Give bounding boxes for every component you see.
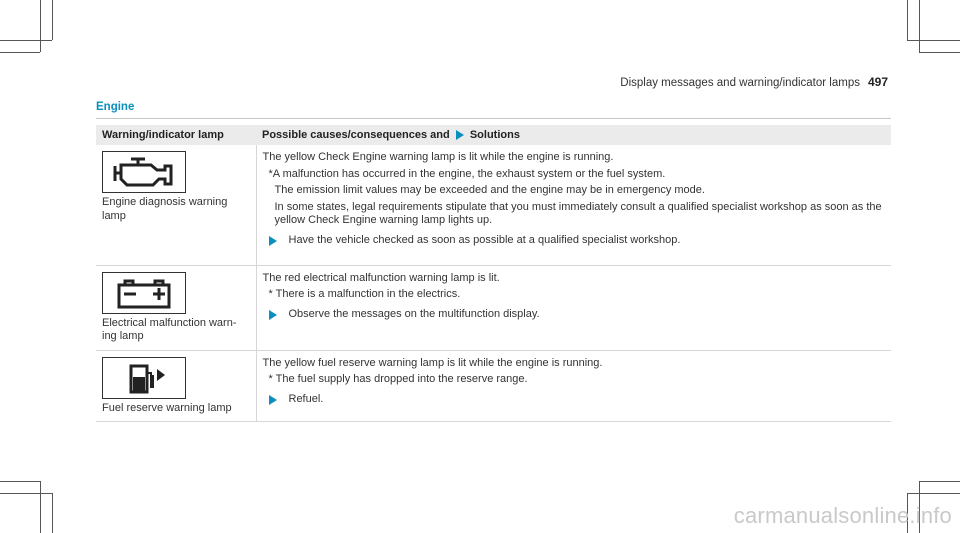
cause-text: In some states, legal requirements stipulate that you must immediately consult a qualified specialist workshop as soon as the yellow Check Engine warning lamp lights up. xyxy=(274,200,882,226)
lamp-icon-box xyxy=(102,272,186,314)
battery-icon xyxy=(111,276,177,310)
action-arrow-icon xyxy=(269,395,277,405)
solution-step xyxy=(263,393,886,407)
cause-text: * There is a malfunction in the electrics. xyxy=(268,288,461,300)
table-row xyxy=(96,265,891,350)
page-number: 497 xyxy=(867,75,888,89)
crop-mark xyxy=(907,493,960,494)
cause-text: The yellow Check Engine warning lamp is lit while the engine is running. xyxy=(262,151,614,163)
lamp-icon-box xyxy=(102,151,186,193)
crop-mark xyxy=(919,52,960,53)
lamp-cell xyxy=(96,265,256,350)
lamp-cell xyxy=(96,145,256,265)
cause-text: The emission limit values may be exceeded and the engine may be in emergency mode. xyxy=(274,184,705,196)
lamp-cell xyxy=(96,350,256,422)
crop-mark xyxy=(0,481,40,482)
cause-cell xyxy=(256,145,891,265)
table-row xyxy=(96,145,891,265)
lamp-table xyxy=(96,125,891,422)
cause-text: * The fuel supply has dropped into the reserve range. xyxy=(268,373,528,385)
solution-text: Refuel. xyxy=(288,392,324,405)
cause-text: *A malfunction has occurred in the engine, the exhaust system or the fuel system. xyxy=(268,167,666,180)
lamp-icon-box xyxy=(102,357,186,399)
crop-mark xyxy=(40,481,41,533)
cause-text: The red electrical malfunction warning lamp is lit. xyxy=(262,271,500,284)
table-header-row xyxy=(96,125,891,145)
crop-mark xyxy=(52,493,53,533)
crop-mark xyxy=(40,0,41,52)
section-rule xyxy=(96,118,891,119)
crop-mark xyxy=(0,52,40,53)
col-header-lamp: Warning/indicator lamp xyxy=(96,125,256,145)
cause-cell xyxy=(256,350,891,422)
col-header-causes-text: Possible causes/consequences and xyxy=(262,129,450,141)
fuel-pump-icon xyxy=(111,361,177,395)
table-row xyxy=(96,350,891,422)
header-title: Display messages and warning/indicator lamps xyxy=(620,77,860,89)
crop-mark xyxy=(0,493,52,494)
crop-mark xyxy=(919,0,920,52)
crop-mark xyxy=(919,481,960,482)
watermark: carmanualsonline.info xyxy=(733,503,952,528)
section-title: Engine xyxy=(96,101,135,113)
action-arrow-icon xyxy=(456,130,464,140)
action-arrow-icon xyxy=(269,310,277,320)
solution-text: Observe the messages on the multifunction display. xyxy=(288,307,540,320)
lamp-name: Electrical malfunction warn-ing lamp xyxy=(102,316,237,342)
cause-cell xyxy=(256,265,891,350)
crop-mark xyxy=(0,40,52,41)
lamp-name: Fuel reserve warning lamp xyxy=(102,401,232,414)
action-arrow-icon xyxy=(269,236,277,246)
col-header-causes xyxy=(256,125,891,145)
page-header xyxy=(620,75,888,89)
engine-diagnosis-icon xyxy=(111,155,177,189)
crop-mark xyxy=(52,0,53,40)
col-header-solutions-text: Solutions xyxy=(469,129,520,141)
solution-step xyxy=(263,234,886,248)
crop-mark xyxy=(907,0,908,40)
cause-text: The yellow fuel reserve warning lamp is lit while the engine is running. xyxy=(262,356,603,369)
solution-text: Have the vehicle checked as soon as possible at a qualified specialist workshop. xyxy=(288,233,681,246)
crop-mark xyxy=(907,40,960,41)
lamp-name: Engine diagnosis warning lamp xyxy=(102,196,228,222)
solution-step xyxy=(263,308,886,322)
